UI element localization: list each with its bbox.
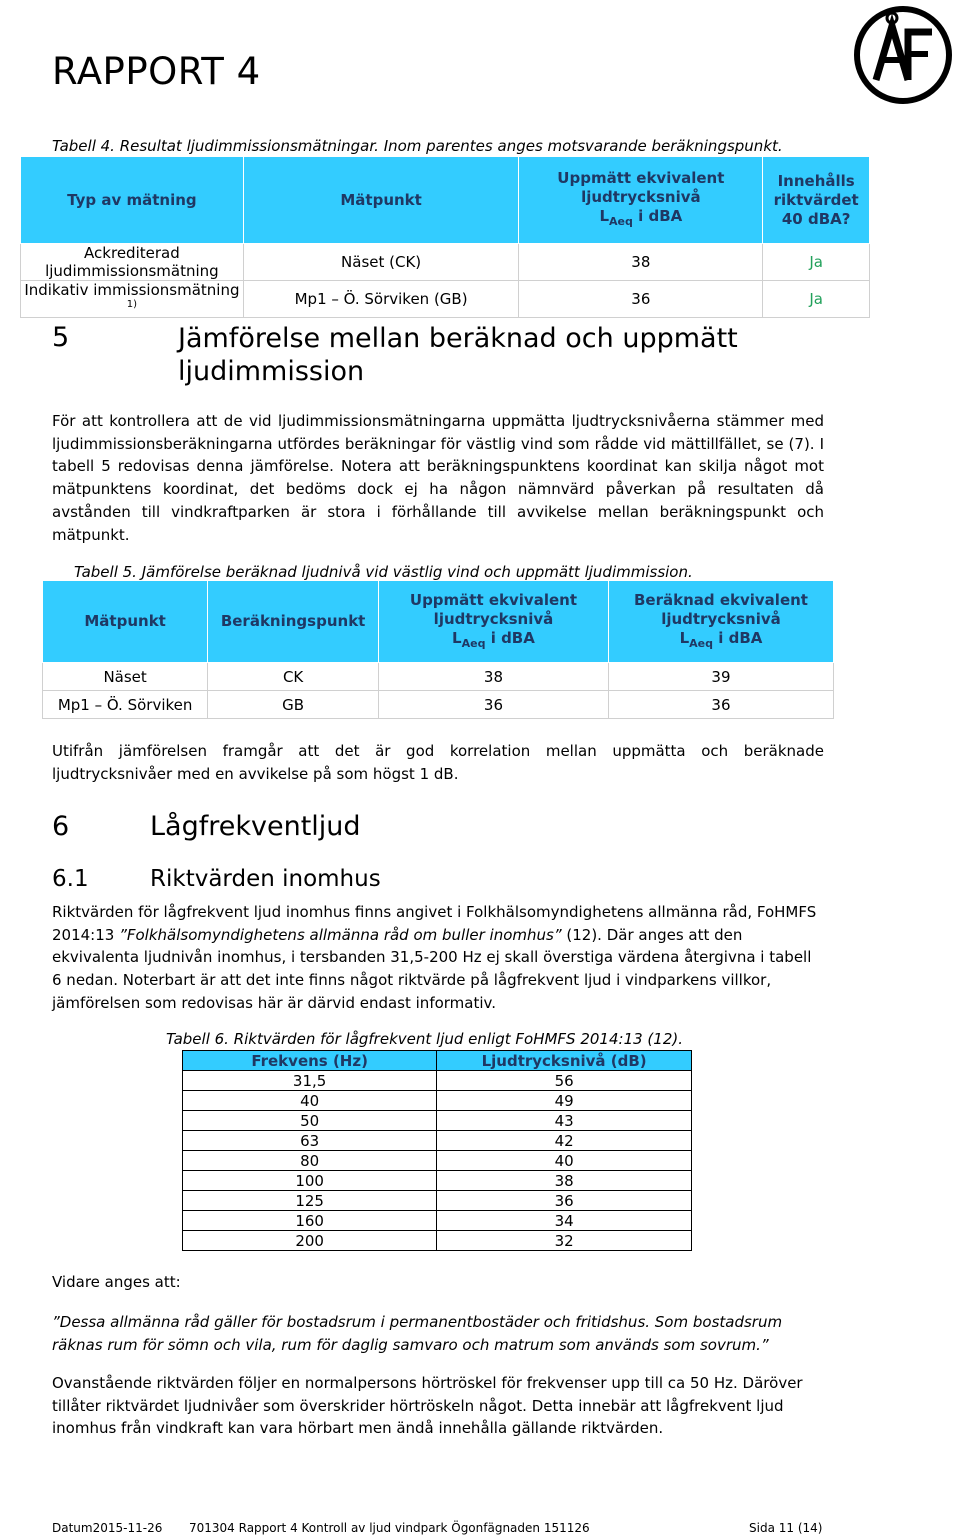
table6-caption: Tabell 6. Riktvärden för lågfrekvent ljud enligt FoHMFS 2014:13 (12). [166, 1030, 683, 1048]
section6-title: Lågfrekventljud [150, 811, 361, 842]
table5-header-calculated: Beräknad ekvivalent ljudtrycksnivå $L_{Aeq}$ i dBA [608, 581, 833, 663]
footer-date: Datum2015-11-26 [52, 1521, 163, 1535]
section61-number: 6.1 [52, 866, 89, 892]
table-cell: 34 [437, 1211, 692, 1231]
table-cell: GB [208, 691, 379, 719]
table4-header-measured: Uppmätt ekvivalent ljudtrycksnivå $L_{Aeq}$ i dBA [519, 157, 763, 244]
footer-page-number: Sida 11 (14) [749, 1521, 823, 1535]
table-cell: 125 [183, 1191, 437, 1211]
section61-paragraph: Riktvärden för lågfrekvent ljud inomhus finns angivet i Folkhälsomyndighetens allmänna råd, FoHMFS 2014:13 ”Folkhälsomyndighetens allmänna råd om buller inomhus” (12). Där anges att den ekvivalenta ljudnivån inomhus, i tersbanden 31,5-200 Hz ej skall överstiga värdena återgivna i tabell 6 nedan. Noterbart är att det inte finns något riktvärde på lågfrekvent ljud i vindparkens villkor, jämförelsen som redovisas här är därvid endast informativ. [52, 903, 817, 1012]
table-row [21, 244, 870, 281]
table-cell: 40 [183, 1091, 437, 1111]
footnote-mark: 1) [126, 299, 138, 310]
table-cell: Näset [43, 663, 208, 691]
table-row [43, 663, 834, 691]
table-cell: 31,5 [183, 1071, 437, 1091]
table-row [183, 1191, 692, 1211]
table-cell: 43 [437, 1111, 692, 1131]
vidare-label: Vidare anges att: [52, 1273, 181, 1291]
table-cell: Ja [763, 244, 870, 281]
table5-header-calcpoint: Beräkningspunkt [208, 581, 379, 663]
table-row [183, 1131, 692, 1151]
table6 [182, 1050, 692, 1251]
table-cell: 200 [183, 1231, 437, 1251]
table5-header-measured: Uppmätt ekvivalent ljudtrycksnivå $L_{Aeq}$ i dBA [378, 581, 608, 663]
table-cell: 36 [437, 1191, 692, 1211]
section6-number: 6 [52, 811, 70, 842]
table6-header-frequency: Frekvens (Hz) [183, 1051, 437, 1071]
table-cell: 38 [519, 244, 763, 281]
section5-conclusion: Utifrån jämförelsen framgår att det är god korrelation mellan uppmätta och beräknade ljudtrycksnivåer med en avvikelse på som högst 1 dB. [52, 742, 824, 783]
table5 [42, 580, 834, 719]
table-cell: 50 [183, 1111, 437, 1131]
table-cell: Mp1 – Ö. Sörviken [43, 691, 208, 719]
table-row [21, 281, 870, 318]
table-cell: Indikativ immissionsmätning $^{1)}$ [21, 281, 244, 318]
table5-header-point: Mätpunkt [43, 581, 208, 663]
table5-caption: Tabell 5. Jämförelse beräknad ljudnivå vid västlig vind och uppmätt ljudimmission. [74, 563, 693, 581]
quote-paragraph: ”Dessa allmänna råd gäller för bostadsrum i permanentbostäder och fritidshus. Som bostadsrum räknas rum för sömn och vila, rum för daglig samvaro och matrum som används som sovrum.” [52, 1313, 783, 1354]
table-cell: CK [208, 663, 379, 691]
table-cell: 63 [183, 1131, 437, 1151]
table4-header-point: Mätpunkt [243, 157, 519, 244]
table4-header-compliant: Innehålls riktvärdet 40 dBA? [763, 157, 870, 244]
table-cell: 32 [437, 1231, 692, 1251]
company-logo [852, 4, 954, 106]
table-cell: 36 [608, 691, 833, 719]
table-cell: 100 [183, 1171, 437, 1191]
table4-caption: Tabell 4. Resultat ljudimmissionsmätningar. Inom parentes anges motsvarande beräkningspunkt. [52, 137, 783, 155]
section5-number: 5 [52, 322, 70, 353]
table-cell: Ackrediterad ljudimmissionsmätning [21, 244, 244, 281]
table-cell: Näset (CK) [243, 244, 519, 281]
table-row [183, 1171, 692, 1191]
document-title: RAPPORT 4 [52, 50, 261, 93]
table-cell: 160 [183, 1211, 437, 1231]
table4 [20, 156, 870, 318]
table-cell: 80 [183, 1151, 437, 1171]
table-cell: 39 [608, 663, 833, 691]
footer-document: 701304 Rapport 4 Kontroll av ljud vindpark Ögonfägnaden 151126 [189, 1521, 590, 1535]
table-cell: 42 [437, 1131, 692, 1151]
table4-header-type: Typ av mätning [21, 157, 244, 244]
section61-paragraph-2: Ovanstående riktvärden följer en normalpersons hörtröskel för frekvenser upp till ca 50 Hz. Däröver tillåter riktvärdet ljudnivåer som överskrider hörtröskeln något. Detta innebär att lågfrekvent ljud inomhus från vindkraft kan vara hörbart men ändå innehålla gällande riktvärden. [52, 1374, 803, 1438]
section5-paragraph: För att kontrollera att de vid ljudimmissionsmätningarna uppmätta ljudtrycksnivåerna stämmer med ljudimmissionsberäkningarna utfördes beräkningar för västlig vind som rådde vid mättillfället, se (7). I tabell 5 redovisas denna jämförelse. Notera att beräkningspunktens koordinat kan skilja något mot mätpunktens koordinat, det bedöms dock ej ha någon nämnvärd påverkan på resultaten då avstånden till vindkraftparken är stora i förhållande till avvikelse mellan beräkningspunkt och mätpunkt. [52, 412, 824, 544]
table-row [43, 691, 834, 719]
table-cell: 56 [437, 1071, 692, 1091]
table-row [183, 1071, 692, 1091]
table-cell: 49 [437, 1091, 692, 1111]
section61-title: Riktvärden inomhus [150, 866, 381, 892]
table-row [183, 1091, 692, 1111]
table-cell: 40 [437, 1151, 692, 1171]
table-cell: Ja [763, 281, 870, 318]
table-row [183, 1151, 692, 1171]
table-cell: 38 [437, 1171, 692, 1191]
table-cell: Mp1 – Ö. Sörviken (GB) [243, 281, 519, 318]
section5-title: Jämförelse mellan beräknad och uppmätt ljudimmission [178, 323, 738, 387]
table-cell: 36 [378, 691, 608, 719]
table-cell: 36 [519, 281, 763, 318]
table6-header-level: Ljudtrycksnivå (dB) [437, 1051, 692, 1071]
table-row [183, 1231, 692, 1251]
table-cell: 38 [378, 663, 608, 691]
table-row [183, 1211, 692, 1231]
table-row [183, 1111, 692, 1131]
